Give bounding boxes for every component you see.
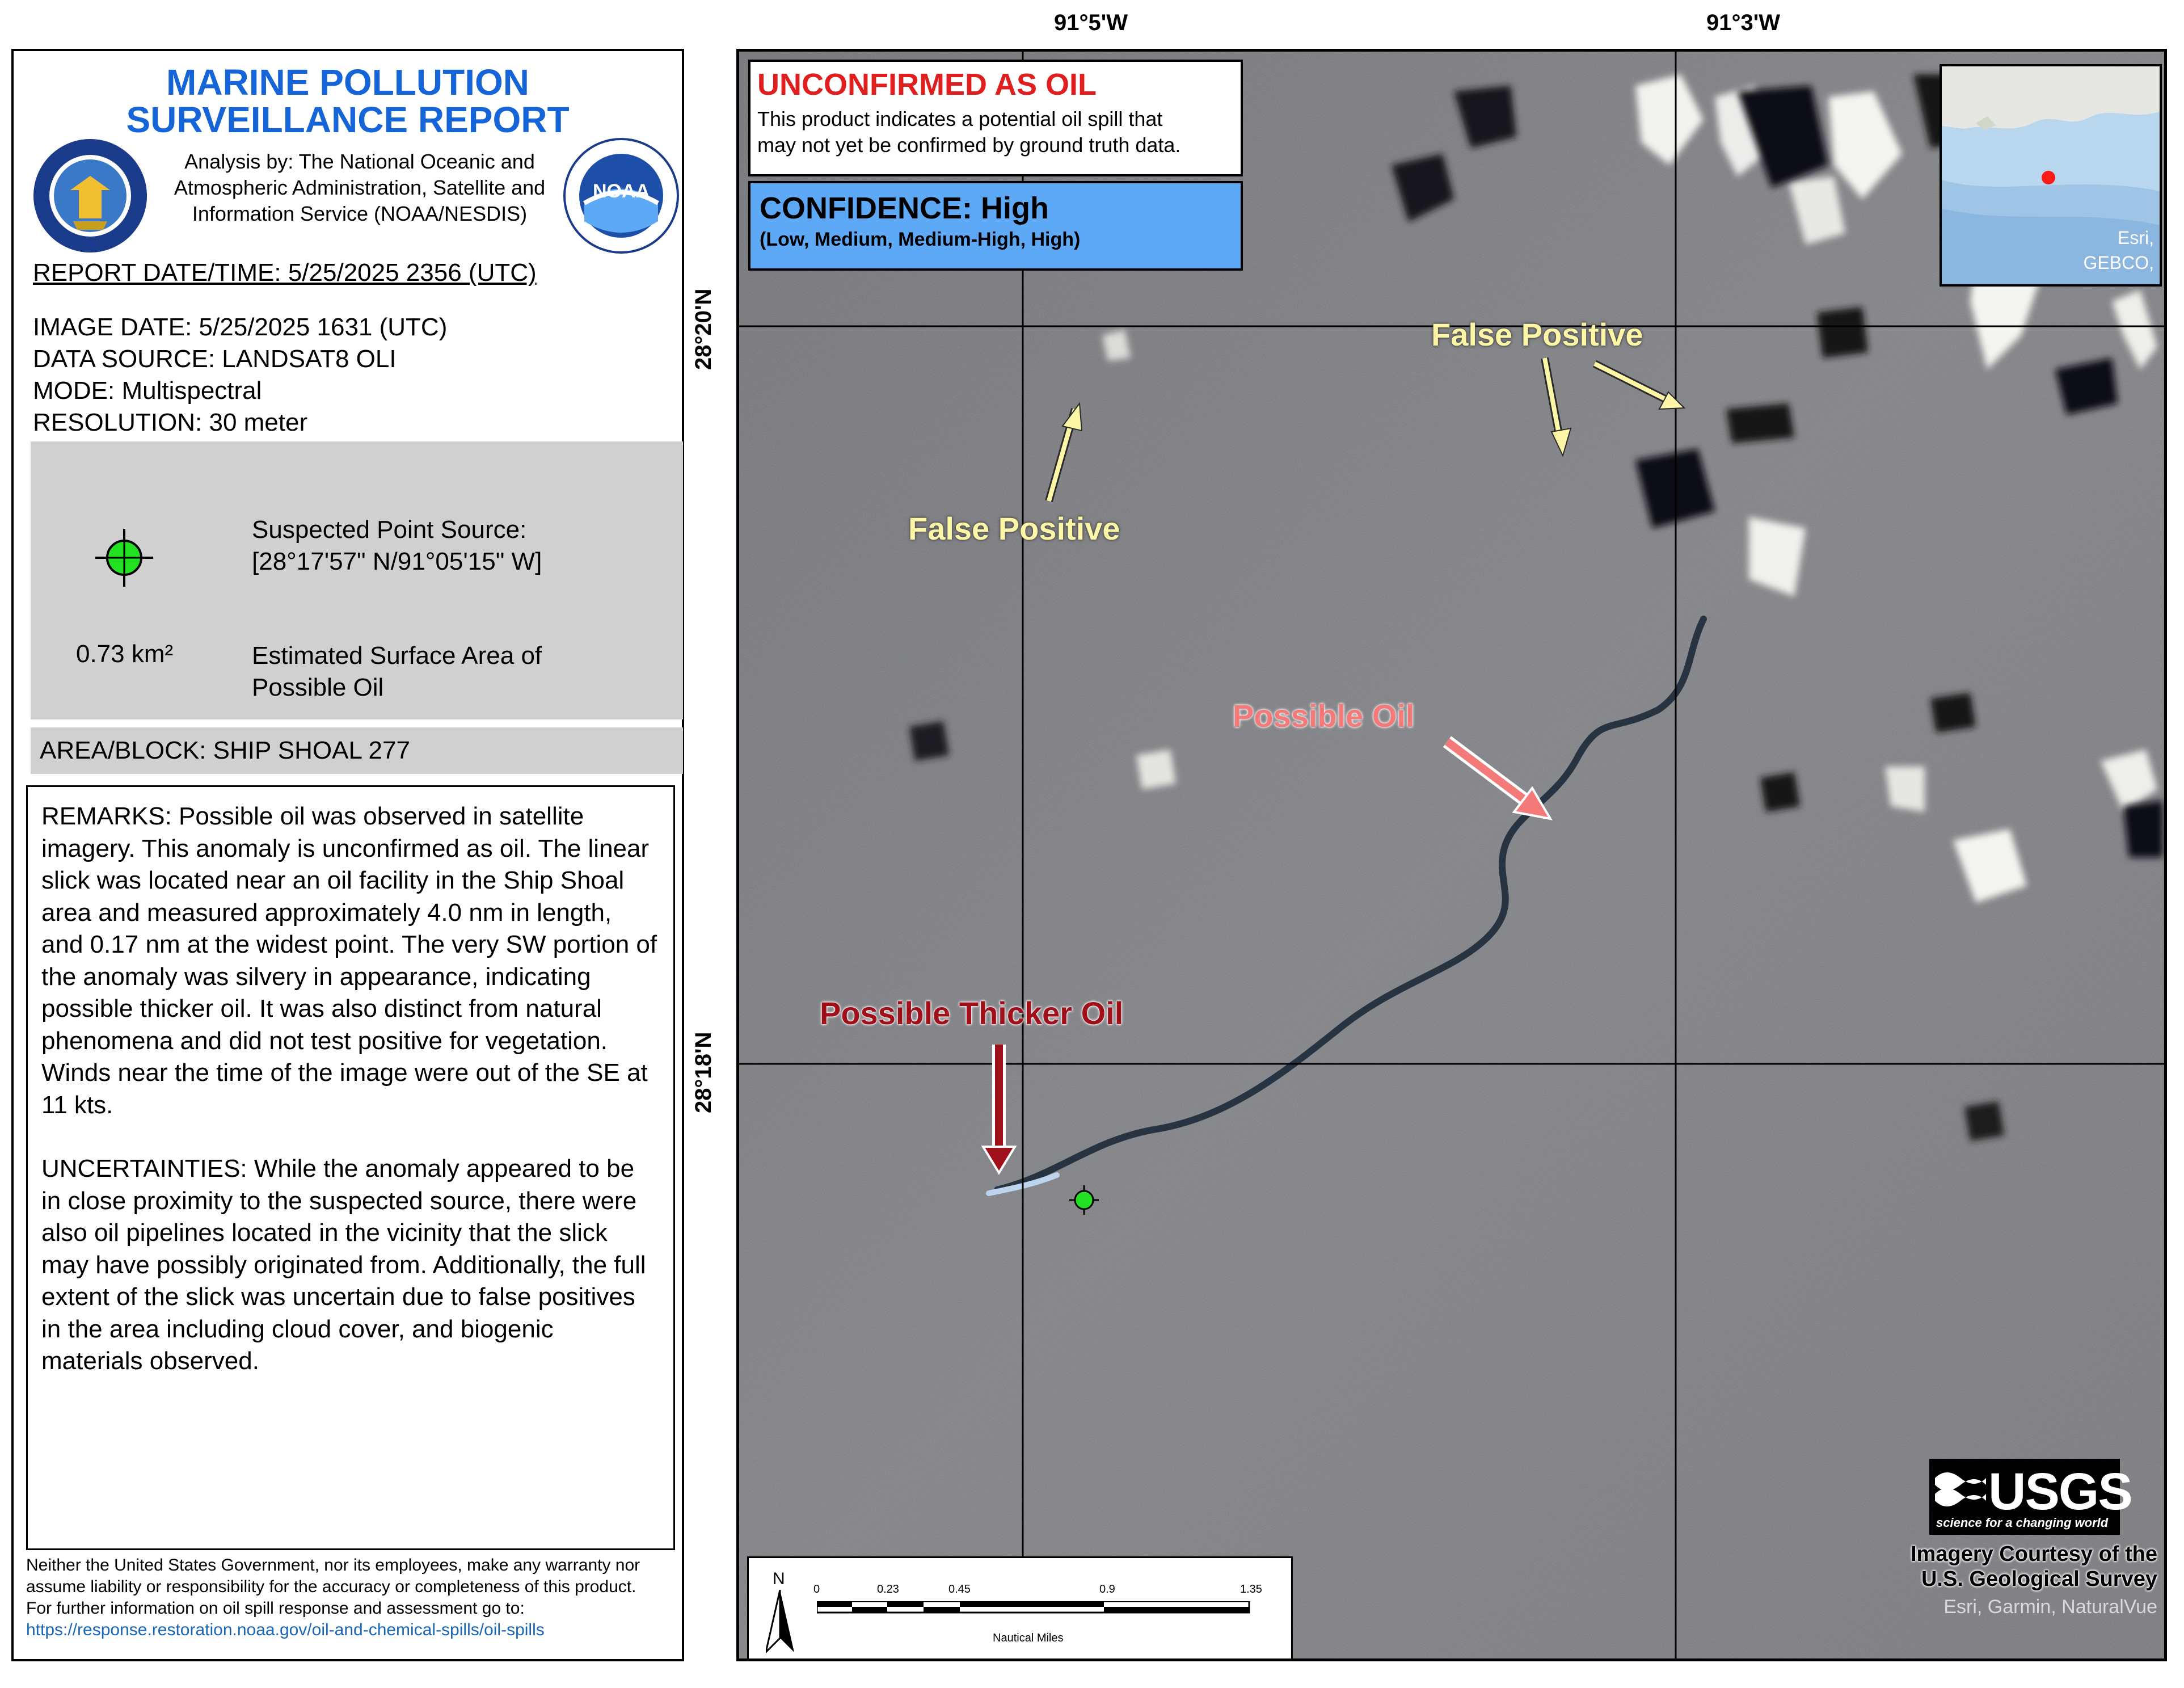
uncertainties-text: UNCERTAINTIES: While the anomaly appeared to be in close proximity to the suspected source, there were also oil pipelines located in the vicinity that the slick may have possibly originated from. Additionally, the full extent of the slick was uncertain due to false positives in the area including cloud cover, and biogenic materials observed. [41,1155,646,1375]
lon-label-91-3: 91°3'W [1706,10,1780,35]
point-source-icon [93,527,155,589]
resolution: RESOLUTION: 30 meter [33,409,308,436]
false-positive-label-right: False Positive [1431,317,1643,352]
confidence-title: CONFIDENCE: High [760,191,1049,225]
scale-tick: 1.35 [1240,1583,1262,1596]
lat-label-28-20: 28°20'N [691,288,716,370]
disclaimer-text: Neither the United States Government, nor its employees, make any warranty nor assume liability or responsibility for the accuracy or completeness of this product. [26,1556,640,1596]
lat-label-28-18: 28°18'N [691,1032,716,1113]
area-label [252,640,542,704]
unconfirmed-warning [748,60,1243,176]
warning-title: UNCONFIRMED AS OIL [757,68,1097,102]
inset-credit-line: GEBCO, [2083,252,2154,273]
north-label: N [773,1569,785,1588]
inset-credit-line: Esri, [2118,228,2154,248]
scale-tick: 0.9 [1099,1583,1115,1596]
usgs-wordmark: USGS [1988,1463,2132,1521]
analysis-credit [155,149,564,227]
analysis-line: Analysis by: The National Oceanic and [184,150,535,173]
satellite-map[interactable] [736,49,2167,1661]
scale-tick: 0 [813,1583,820,1596]
noaa-logo-icon [562,136,681,255]
noaa-logo-text: NOAA [592,180,650,202]
point-source-coords: [28°17'57" N/91°05'15" W] [252,548,542,575]
area-block: AREA/BLOCK: SHIP SHOAL 277 [31,727,683,774]
lon-label-91-5: 91°5'W [1054,10,1128,35]
oil-spill-link[interactable]: https://response.restoration.noaa.gov/oil-and-chemical-spills/oil-spills [26,1620,545,1639]
report-panel [11,49,684,1661]
scale-unit: Nautical Miles [993,1632,1064,1644]
report-title-line1: MARINE POLLUTION [166,62,529,103]
remarks-box [26,785,675,1550]
usgs-tagline: science for a changing world [1936,1516,2109,1530]
north-arrow-icon [766,1590,794,1658]
confidence-panel [748,181,1243,271]
false-positive-label-left: False Positive [908,511,1120,546]
warning-line: may not yet be confirmed by ground truth data. [757,133,1181,157]
image-date: IMAGE DATE: 5/25/2025 1631 (UTC) [33,313,448,341]
imagery-credit-line: U.S. Geological Survey [1921,1567,2157,1591]
possible-oil-label: Possible Oil [1233,698,1415,734]
scale-bar-graphic [817,1601,1254,1618]
scale-tick: 0.45 [948,1583,971,1596]
possible-thicker-oil-label: Possible Thicker Oil [820,995,1124,1031]
commerce-seal-icon [31,136,150,255]
point-source-title: Suspected Point Source: [252,516,527,544]
usgs-logo [1929,1459,2132,1535]
area-value: 0.73 km² [76,640,174,668]
scale-bar [747,1556,1293,1661]
confidence-levels: (Low, Medium, Medium-High, High) [760,229,1081,250]
point-source-label [252,514,542,578]
scale-tick: 0.23 [877,1583,899,1596]
further-info-text: For further information on oil spill response and assessment go to: [26,1599,525,1618]
satellite-imagery [739,52,2164,1658]
warning-text [757,106,1234,158]
area-label-line: Possible Oil [252,673,384,701]
locator-inset-map [1940,64,2162,287]
area-label-line: Estimated Surface Area of [252,642,542,670]
inset-credit [2084,225,2154,275]
data-source: DATA SOURCE: LANDSAT8 OLI [33,345,397,373]
imagery-credit-line: Imagery Courtesy of the [1911,1542,2157,1566]
report-title-line2: SURVEILLANCE REPORT [126,99,570,140]
report-datetime: REPORT DATE/TIME: 5/25/2025 2356 (UTC) [33,259,537,287]
warning-line: This product indicates a potential oil spill that [757,107,1163,131]
legend [31,441,683,719]
remarks-text: REMARKS: Possible oil was observed in satellite imagery. This anomaly is unconfirmed as oil. The linear slick was located near an oil facility in the Ship Shoal area and measured approximately 4.0 nm in length, and 0.17 nm at the widest point. The very SW portion of the anomaly was silvery in appearance, indicating possible thicker oil. It was also distinct from natural phenomena and did not test positive for vegetation. Winds near the time of the image were out of the SE at 11 kts. [41,802,657,1119]
analysis-line: Information Service (NOAA/NESDIS) [192,202,528,225]
analysis-line: Atmospheric Administration, Satellite and [174,176,546,199]
usgs-wave-icon [1935,1467,1986,1512]
imagery-credit [1874,1542,2157,1592]
mode: MODE: Multispectral [33,377,262,405]
basemap-credit: Esri, Garmin, NaturalVue [1943,1596,2157,1618]
disclaimer [26,1555,678,1641]
